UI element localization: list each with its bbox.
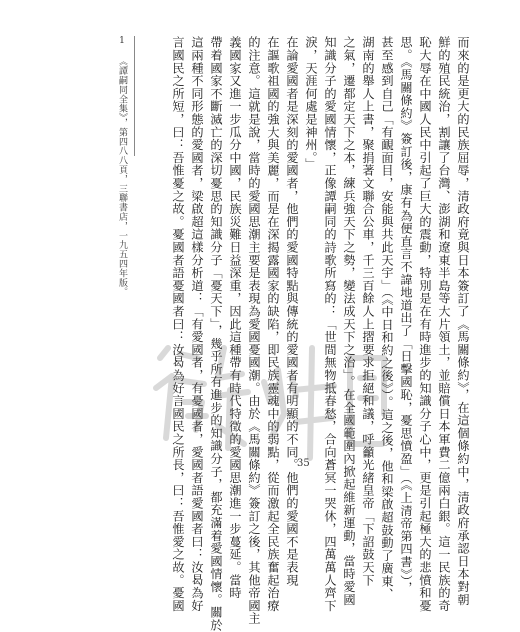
text-column: 淚，天涯何處是神州。」: [304, 36, 318, 171]
text-column: 言國民之所短，曰：吾惟憂之故。憂國者語憂國者曰：汝曷為好言國民之所長，曰：吾惟愛之故。憂國: [171, 36, 185, 612]
text-column: 義國家又進一步瓜分中國，民族災難日益深重，因此這種帶有時代特徵的愛國思潮進一步蔓延。當時: [228, 36, 242, 600]
text-column: 恥大辱在中國人民中引起了巨大的震動，特別是在有時進步的知識分子心中，更是引起極大的悲憤和憂: [418, 36, 432, 612]
text-column: 而來的是更大的民族屈辱，清政府竟與日本簽訂了《馬關條約》，在這個條約中，清政府承認日本對朝: [456, 36, 470, 606]
text-column: 之氣，遷都定天下之本，練兵強天下之勢，變法成天下之治」。在全國範圍內掀起維新運動，當時愛國: [342, 36, 356, 606]
text-column: 帶着國家不斷滅亡的深切憂思的知識分子「憂天下」，幾乎所有進步的知識分子，都充滿着愛國情懷。關於: [209, 36, 223, 632]
calligraphy-watermark: [146, 318, 396, 500]
text-column: 鮮的殖民統治，割讓了台灣、澎湖和遼東半島等大片領土，並賠償日本軍費二億兩白銀。這一民族的奇: [437, 36, 451, 612]
text-column: 在謳歌祖國的強大與美麗，而是在深揭露國家的缺陷，即民族靈魂中的弱點，從而激起全民族奮起治療: [266, 36, 280, 612]
text-column: 的注意。這就是說，當時的愛國思潮主要是表現為愛國憂國潮。由於《馬關條約》簽訂之後，其他帝國主: [247, 36, 261, 625]
text-column: 思。《馬關條約》簽訂後，康有為便直言不諱地道出了「日擊國恥，憂思憤盈」（《上清帝第四書》），: [399, 36, 413, 595]
text-column: 這兩種不同形態的愛國者，梁啟超這樣分析道：「有愛國者，有憂國者，愛國者語愛國者曰：汝曷為好: [190, 36, 204, 612]
footnote: 1 《譚嗣同全集》，第四八八頁，三聯書店，一九五四年版。: [117, 36, 127, 297]
text-column: 甚至感到自己「有靦面目，安能與共此天宇」（《中日和約之後》）。這之後，他和梁啟超鼓動了廣東、: [380, 36, 394, 601]
text-column: 知識分子的愛國情懷，正像譚嗣同的詩歌所寫的：「世間無物抵春愁，合向蒼冥一哭休，四萬萬人齊下: [323, 36, 337, 612]
text-column: 湖南的舉人上書，聚捐著文聯合公車，千三百餘人上摺要求拒絕和議，呼籲光緒皇帝「下詔鼓天下: [361, 36, 375, 587]
page-number: 35: [297, 458, 310, 469]
footnote-rule: [134, 36, 135, 156]
text-column: 在論愛國者是深刻的愛國者，他們的愛國特點與傳統的愛國者有明顯的不同。他們的愛國不是表現: [285, 36, 299, 587]
